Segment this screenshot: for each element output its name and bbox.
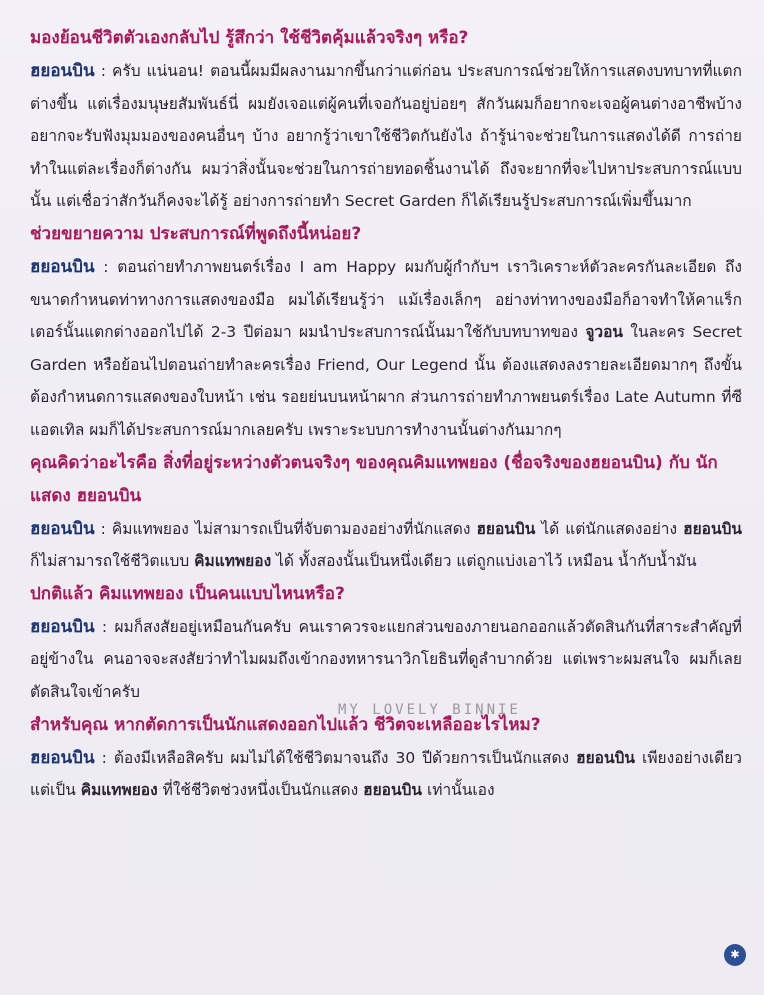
answer-3 bbox=[30, 513, 742, 578]
qa-block-3 bbox=[30, 447, 742, 578]
speaker-name: ฮยอนบิน bbox=[30, 518, 95, 539]
answer-text: ที่ใช้ชีวิตช่วงหนึ่งเป็นนักแสดง bbox=[157, 781, 364, 800]
question-2: ช่วยขยายความ ประสบการณ์ที่พูดถึงนี้หน่อย? bbox=[30, 223, 362, 244]
speaker-separator: : bbox=[94, 748, 114, 767]
answer-text: เท่านั้นเอง bbox=[422, 781, 495, 800]
answer-4 bbox=[30, 611, 742, 709]
qa-block-5 bbox=[30, 709, 742, 807]
speaker-name: ฮยอนบิน bbox=[30, 61, 95, 81]
highlight-name: ฮยอนบิน bbox=[476, 519, 536, 538]
question-3: คุณคิดว่าอะไรคือ สิ่งที่อยู่ระหว่างตัวตนจริงๆ ของคุณคิมแทพยอง (ชื่อจริงของฮยอนบิน) กับ นักแสดง ฮยอนบิน bbox=[30, 452, 718, 506]
highlight-name: คิมแทพยอง bbox=[80, 781, 158, 800]
answer-text: ก็ไม่สามารถใช้ชีวิตแบบ bbox=[30, 552, 195, 571]
speaker-separator: : bbox=[94, 257, 118, 276]
speaker-separator: : bbox=[94, 617, 115, 636]
answer-text: ต้องมีเหลือสิครับ ผมไม่ได้ใช้ชีวิตมาจนถึง 30 ปีด้วยการเป็นนักแสดง bbox=[113, 748, 577, 767]
question-4: ปกติแล้ว คิมแทพยอง เป็นคนแบบไหนหรือ? bbox=[30, 583, 345, 604]
end-mark-icon: ✱ bbox=[724, 944, 746, 966]
speaker-separator: : bbox=[94, 519, 112, 538]
watermark-text: MY LOVELY BINNIE bbox=[338, 702, 521, 718]
answer-1 bbox=[30, 55, 742, 218]
answer-text: เพียงอย่างเดียว แต่เป็น bbox=[30, 748, 743, 800]
answer-text: ผมก็สงสัยอยู่เหมือนกันครับ คนเราควรจะแยกส่วนของภายนอกออกแล้วตัดสินกันที่สาระสำคัญที่อยู่ข้างใน คนอาจจะสงสัยว่าทำไมผมถึงเข้ากองทหารนาวิกโยธินที่ดูลำบากด้วย แต่เพราะผมสนใจ ผมก็เลยตัดสินใจเข้าครับ bbox=[30, 617, 742, 701]
answer-5 bbox=[30, 742, 742, 807]
answer-text: ครับ แน่นอน! ตอนนี้ผมมีผลงานมากขึ้นกว่าแต่ก่อน ประสบการณ์ช่วยให้การแสดงบทบาทที่แตกต่างขึ้น แต่เรื่องมนุษยสัมพันธ์นี่ ผมยังเจอแต่ผู้คนที่เจอกันอยู่บ่อยๆ สักวันผมก็อยากจะเจอผู้คนต่างอาชีพบ้าง อยากจะรับฟังมุมมองของคนอื่นๆ บ้าง อยากรู้ว่าเขาใช้ชีวิตกันยังไง ถ้ารู้น่าจะช่วยในการแสดงได้ดี การถ่ายทำในแต่ละเรื่องก็ต่างกัน ผมว่าสิ่งนั้นจะช่วยในการถ่ายทอดชิ้นงานได้ ถึงจะยากที่จะไปหาประสบการณ์แบบนั้น แต่เชื่อว่าสักวันก็คงจะได้รู้ อย่างการถ่ายทำ Secret Garden ก็ได้เรียนรู้ประสบการณ์เพิ่มขึ้นมาก bbox=[30, 62, 742, 211]
answer-2 bbox=[30, 251, 742, 447]
highlight-name: ฮยอนบิน bbox=[576, 748, 636, 767]
speaker-name: ฮยอนบิน bbox=[30, 747, 95, 768]
highlight-name: คิมแทพยอง bbox=[194, 552, 272, 571]
answer-text: ตอนถ่ายทำภาพยนตร์เรื่อง I am Happy ผมกับผู้กำกับฯ เราวิเคราะห์ตัวละครกันละเอียด ถึงขนาดกำหนดท่าทางการแสดงของมือ ผมได้เรียนรู้ว่า แม้เรื่องเล็กๆ อย่างท่าทางของมือก็อาจทำให้คาแร็กเตอร์นั้นแตกต่างออกไปได้ 2-3 ปีต่อมา ผมนำประสบการณ์นั้นมาใช้กับบทบาทของ bbox=[30, 257, 742, 342]
highlight-name: ฮยอนบิน bbox=[363, 781, 423, 800]
highlight-name: จูวอน bbox=[585, 323, 624, 342]
answer-text: ได้ แต่นักแสดงอย่าง bbox=[535, 519, 684, 538]
answer-text: ในละคร Secret Garden หรือย้อนไปตอนถ่ายทำละครเรื่อง Friend, Our Legend นั้น ต้องแสดงลงรายละเอียดมากๆ ถึงขั้นต้องกำหนดการแสดงของใบหน้า เช่น รอยย่นบนหน้าผาก ส่วนการถ่ายทำภาพยนตร์เรื่อง Late Autumn ที่ซีแอตเทิล ผมก็ได้ประสบการณ์มากเลยครับ เพราะระบบการทำงานนั้นต่างกันมากๆ bbox=[30, 323, 742, 439]
answer-text: คิมแทพยอง ไม่สามารถเป็นที่จับตามองอย่างที่นักแสดง bbox=[111, 519, 477, 538]
speaker-name: ฮยอนบิน bbox=[30, 256, 95, 277]
question-1: มองย้อนชีวิตตัวเองกลับไป รู้สึกว่า ใช้ชีวิตคุ้มแล้วจริงๆ หรือ? bbox=[30, 28, 469, 48]
highlight-name: ฮยอนบิน bbox=[683, 519, 743, 538]
speaker-name: ฮยอนบิน bbox=[30, 616, 95, 637]
speaker-separator: : bbox=[94, 62, 113, 80]
qa-block-2 bbox=[30, 218, 742, 447]
question-5: สำหรับคุณ หากตัดการเป็นนักแสดงออกไปแล้ว ชีวิตจะเหลืออะไรไหม? bbox=[30, 714, 541, 735]
qa-block-1 bbox=[30, 22, 742, 218]
answer-text: ได้ ทั้งสองนั้นเป็นหนึ่งเดียว แต่ถูกแบ่งเอาไว้ เหมือน น้ำกับน้ำมัน bbox=[271, 552, 697, 571]
qa-block-4 bbox=[30, 578, 742, 709]
